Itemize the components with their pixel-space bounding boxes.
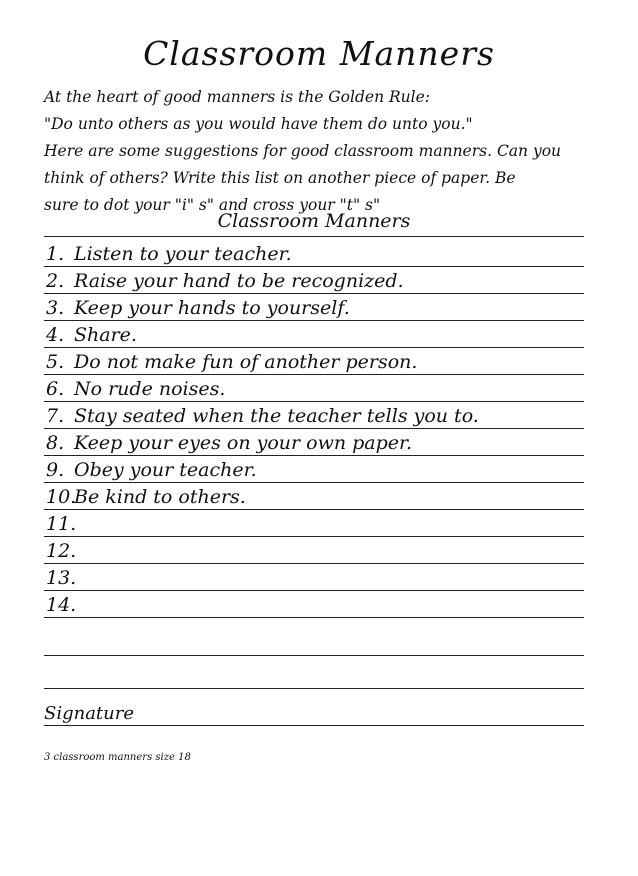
item-number: 9.	[46, 459, 65, 481]
list-item	[44, 591, 584, 618]
item-number: 11.	[46, 513, 77, 535]
item-text: Obey your teacher.	[74, 459, 257, 481]
list-item	[44, 375, 584, 402]
list-item	[44, 662, 584, 689]
list-heading-line	[44, 210, 584, 237]
item-number: 2.	[46, 270, 65, 292]
item-text: Listen to your teacher.	[74, 243, 292, 265]
intro-paragraph	[44, 84, 604, 219]
item-text: Raise your hand to be recognized.	[74, 270, 404, 292]
list-item	[44, 402, 584, 429]
intro-line: sure to dot your "i" s" and cross your "t" s"	[44, 196, 381, 214]
item-number: 4.	[46, 324, 65, 346]
list-heading: Classroom Manners	[217, 210, 411, 232]
intro-line: think of others? Write this list on another piece of paper. Be	[44, 169, 516, 187]
list-item	[44, 267, 584, 294]
list-item	[44, 537, 584, 564]
item-text: Be kind to others.	[74, 486, 246, 508]
list-item	[44, 629, 584, 656]
item-text: No rude noises.	[74, 378, 226, 400]
item-text: Stay seated when the teacher tells you to.	[74, 405, 479, 427]
item-number: 5.	[46, 351, 65, 373]
list-item	[44, 348, 584, 375]
item-number: 13.	[46, 567, 77, 589]
item-text: Do not make fun of another person.	[74, 351, 418, 373]
intro-line: At the heart of good manners is the Golden Rule:	[44, 88, 430, 106]
item-number: 1.	[46, 243, 65, 265]
page-title: Classroom Manners	[143, 34, 495, 73]
list-item	[44, 240, 584, 267]
item-number: 3.	[46, 297, 65, 319]
item-text: Keep your hands to yourself.	[74, 297, 350, 319]
signature-line	[44, 696, 584, 726]
item-text: Keep your eyes on your own paper.	[74, 432, 413, 454]
item-number: 8.	[46, 432, 65, 454]
list-item	[44, 294, 584, 321]
list-item	[44, 429, 584, 456]
item-number: 14.	[46, 594, 77, 616]
item-number: 7.	[46, 405, 65, 427]
item-number: 10.	[46, 486, 77, 508]
footer-note: 3 classroom manners size 18	[44, 752, 191, 763]
list-item	[44, 510, 584, 537]
list-item	[44, 456, 584, 483]
list-item	[44, 564, 584, 591]
intro-line: Here are some suggestions for good classroom manners. Can you	[44, 142, 562, 160]
signature-label: Signature	[44, 703, 135, 724]
intro-line: "Do unto others as you would have them do unto you."	[44, 115, 473, 133]
item-number: 12.	[46, 540, 77, 562]
list-item	[44, 321, 584, 348]
list-item	[44, 483, 584, 510]
item-text: Share.	[74, 324, 137, 346]
item-number: 6.	[46, 378, 65, 400]
